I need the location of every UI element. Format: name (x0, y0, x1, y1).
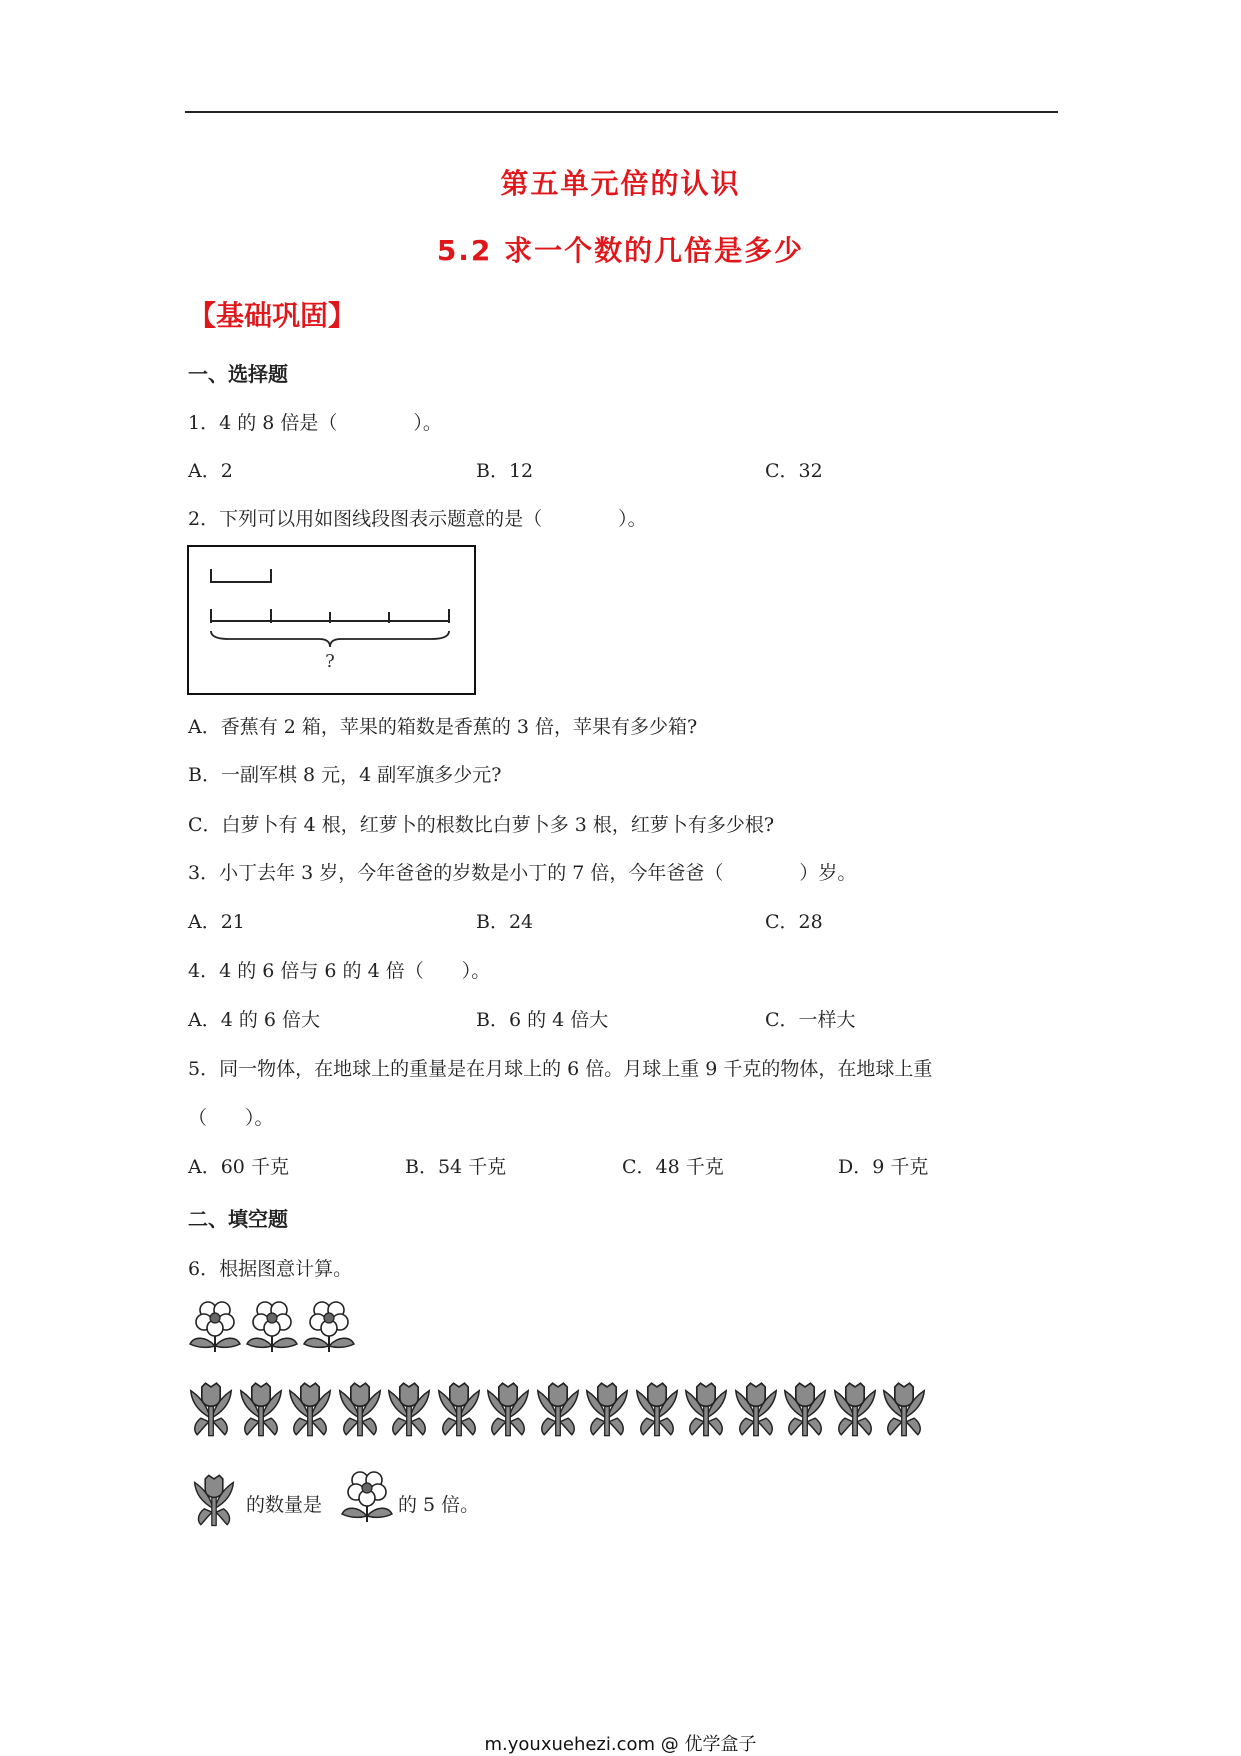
part2-heading: 二、填空题 (188, 1207, 288, 1231)
q4-option-c: C．一样大 (765, 1009, 856, 1031)
header-rule (185, 111, 1058, 113)
q4-stem: 4．4 的 6 倍与 6 的 4 倍（ ）。 (188, 960, 491, 982)
footer-watermark: m.youxuehezi.com @ 优学盒子 (484, 1734, 757, 1755)
lesson-title: 5.2 求一个数的几倍是多少 (436, 234, 805, 267)
tulip-icon (287, 1378, 333, 1440)
pansy-row (188, 1298, 388, 1358)
tulip-icon (192, 1470, 236, 1530)
q6-sentence-part1: 的数量是 (246, 1494, 323, 1516)
tulip-icon (485, 1378, 531, 1440)
q3-stem: 3．小丁去年 3 岁，今年爸爸的岁数是小丁的 7 倍，今年爸爸（ ）岁。 (188, 862, 857, 884)
tulip-icon (782, 1378, 828, 1440)
tulip-icon (238, 1378, 284, 1440)
q3-option-c: C．28 (765, 911, 823, 933)
q5-stem-line1: 5．同一物体，在地球上的重量是在月球上的 6 倍。月球上重 9 千克的物体，在地球上重 (188, 1058, 933, 1080)
q4-option-a: A．4 的 6 倍大 (188, 1009, 321, 1031)
q6-sentence-part2: 的 5 倍。 (398, 1494, 480, 1516)
q3-option-a: A．21 (188, 911, 245, 933)
tulip-icon (832, 1378, 878, 1440)
pansy-icon (340, 1468, 394, 1526)
q2-stem: 2．下列可以用如图线段图表示题意的是（ ）。 (188, 508, 647, 530)
pansy-icon (245, 1298, 299, 1356)
section-basic: 【基础巩固】 (188, 299, 357, 332)
q1-option-c: C．32 (765, 460, 823, 482)
unit-title: 第五单元倍的认识 (500, 167, 741, 200)
q5-option-a: A．60 千克 (188, 1156, 289, 1178)
q2-option-a: A．香蕉有 2 箱，苹果的箱数是香蕉的 3 倍，苹果有多少箱? (188, 716, 698, 738)
tulip-icon (535, 1378, 581, 1440)
tulip-icon (386, 1378, 432, 1440)
pansy-icon (302, 1298, 356, 1356)
part1-heading: 一、选择题 (188, 362, 288, 386)
q1-stem: 1．4 的 8 倍是（ ）。 (188, 412, 442, 434)
q2-option-c: C．白萝卜有 4 根，红萝卜的根数比白萝卜多 3 根，红萝卜有多少根? (188, 814, 775, 836)
diagram-question-mark: ? (325, 651, 335, 672)
tulip-icon (337, 1378, 383, 1440)
tulip-row (188, 1378, 948, 1444)
tulip-icon (881, 1378, 927, 1440)
tulip-icon (733, 1378, 779, 1440)
line-segment-diagram (187, 545, 476, 695)
q1-option-a: A．2 (188, 460, 233, 482)
q5-stem-line2: （ ）。 (188, 1107, 274, 1129)
q4-option-b: B．6 的 4 倍大 (476, 1009, 609, 1031)
q5-option-d: D．9 千克 (838, 1156, 929, 1178)
tulip-icon (188, 1378, 234, 1440)
q6-stem: 6．根据图意计算。 (188, 1258, 353, 1280)
q1-option-b: B．12 (476, 460, 534, 482)
tulip-icon (436, 1378, 482, 1440)
pansy-icon (188, 1298, 242, 1356)
tulip-icon (584, 1378, 630, 1440)
q5-option-c: C．48 千克 (622, 1156, 724, 1178)
tulip-icon (634, 1378, 680, 1440)
q5-option-b: B．54 千克 (405, 1156, 507, 1178)
tulip-icon (683, 1378, 729, 1440)
q2-option-b: B．一副军棋 8 元，4 副军旗多少元? (188, 764, 502, 786)
q3-option-b: B．24 (476, 911, 534, 933)
